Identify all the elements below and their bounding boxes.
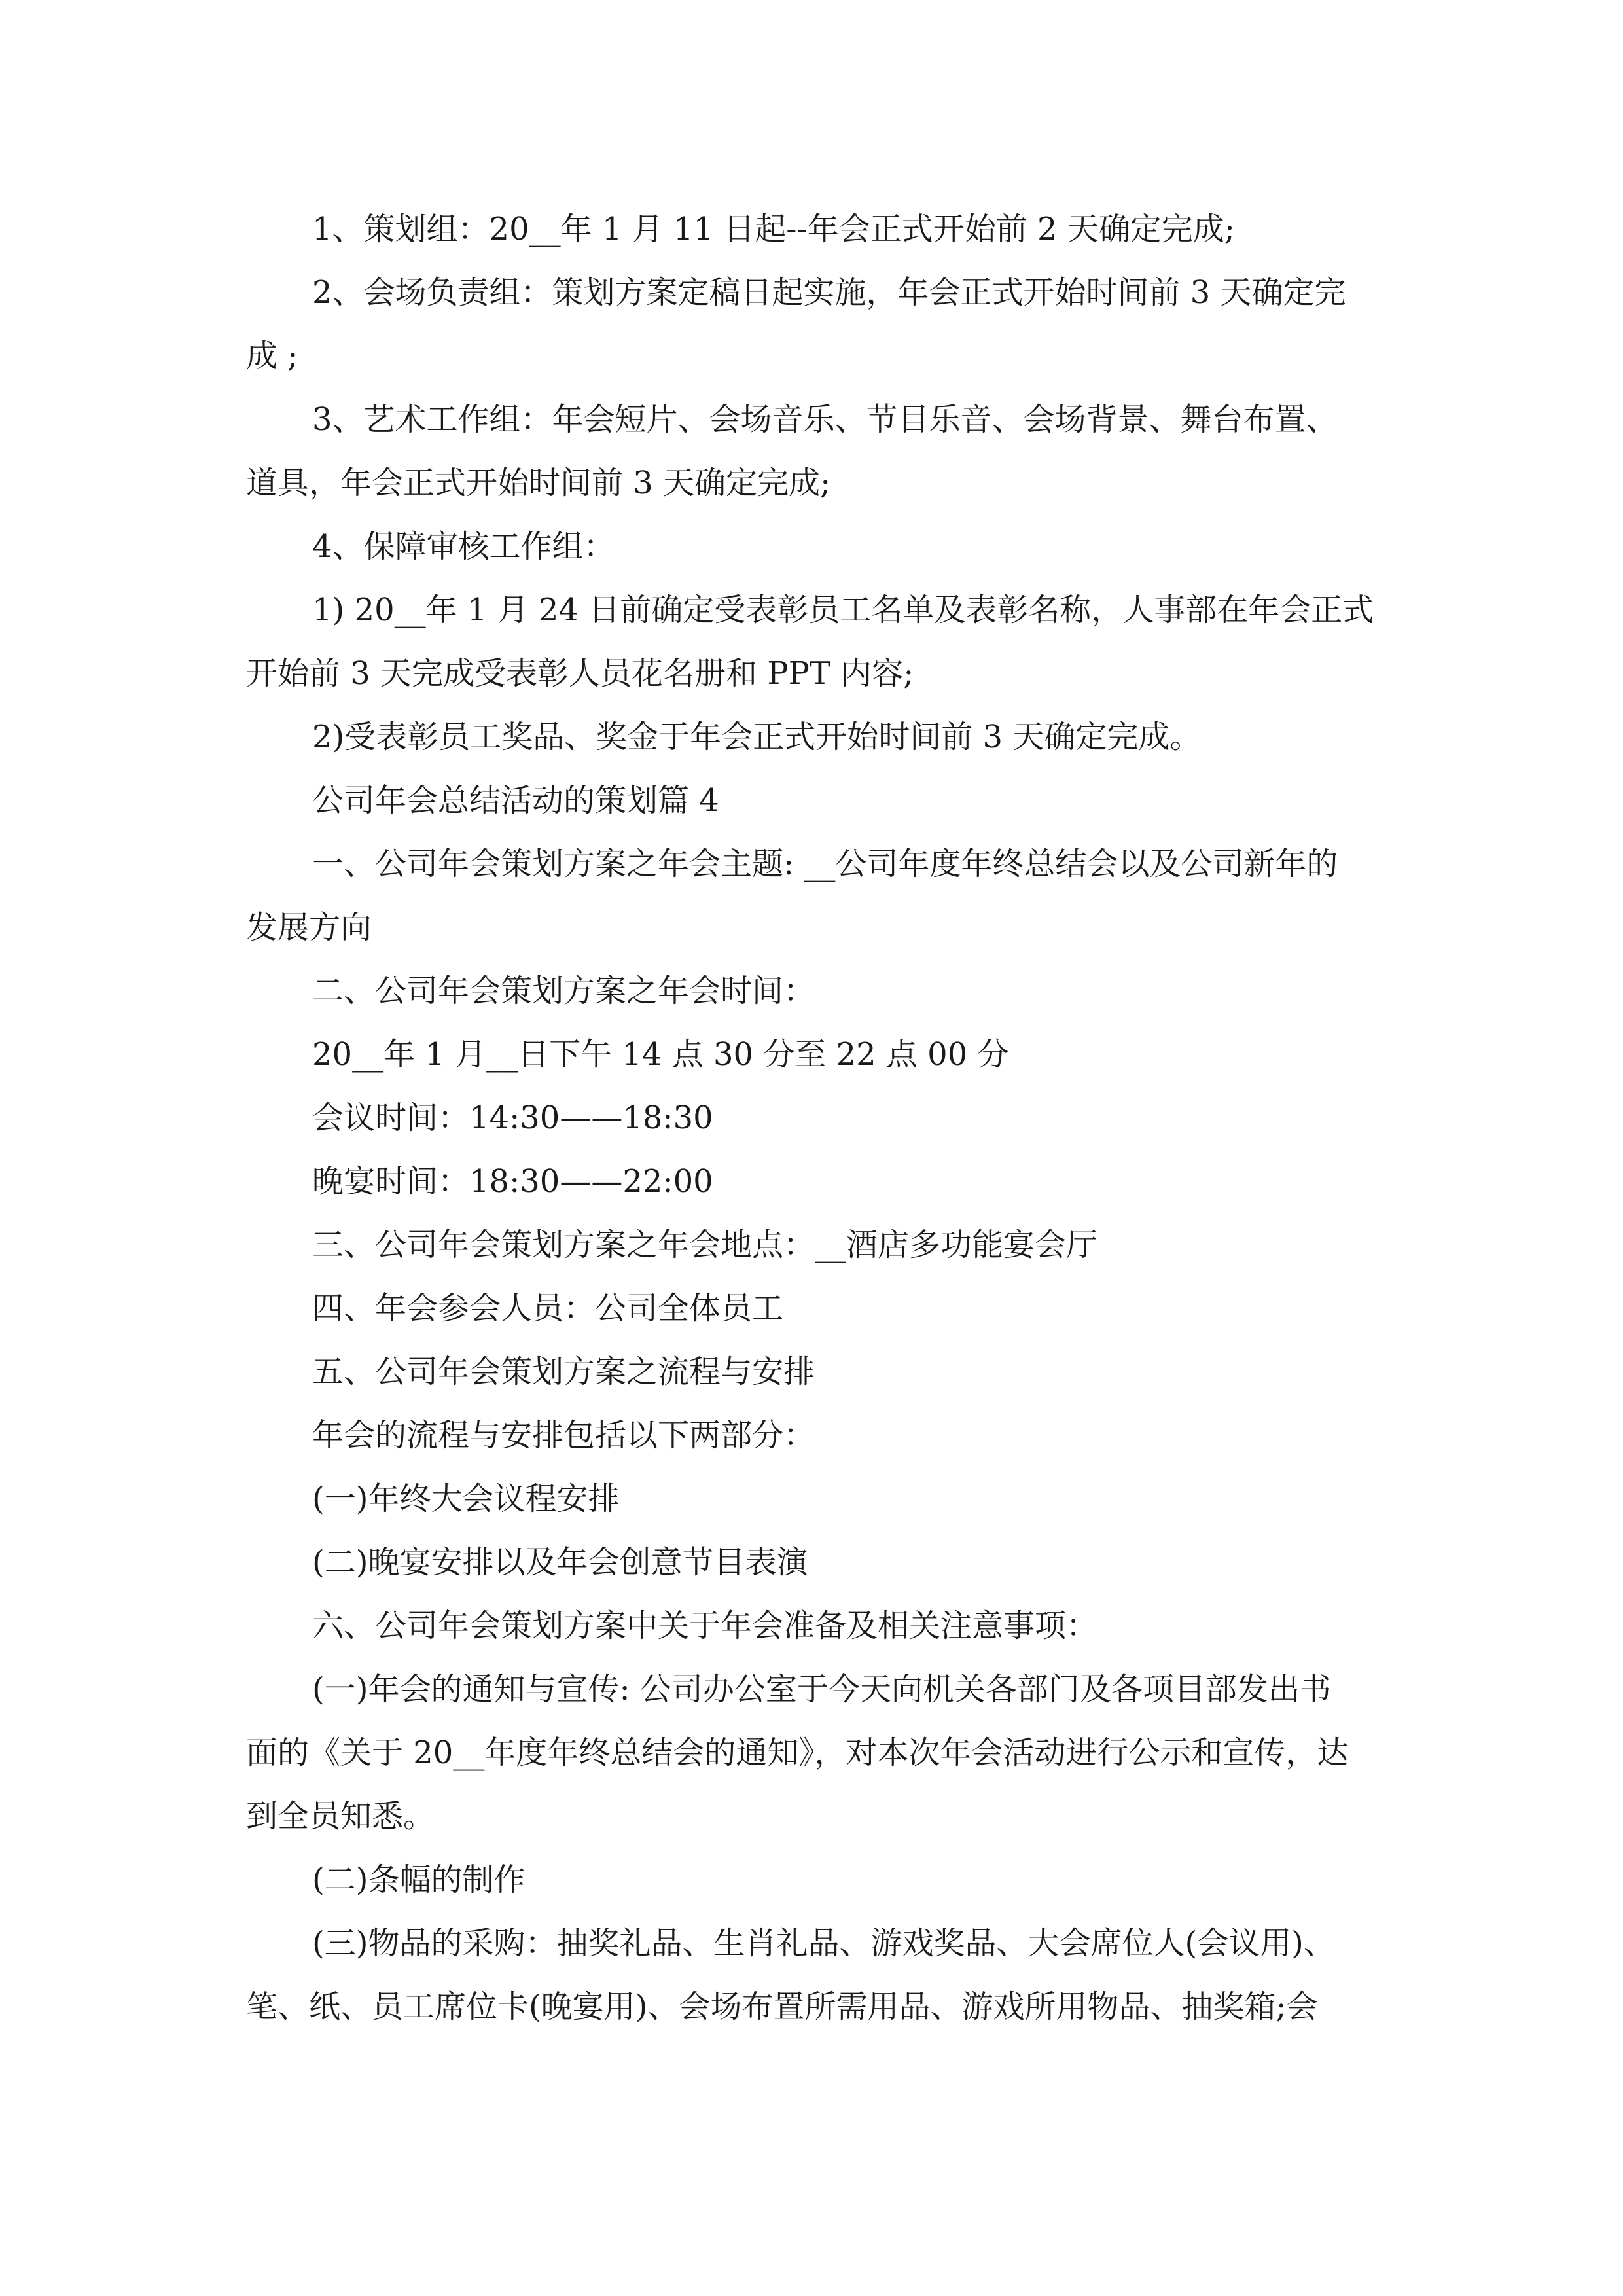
text-line: (二)条幅的制作 [312,1861,526,1898]
text-line: 晚宴时间：18:30——22:00 [312,1163,713,1200]
text-line: (一)年会的通知与宣传: 公司办公室于今天向机关各部门及各项目部发出书 [312,1671,1331,1708]
text-line: 六、公司年会策划方案中关于年会准备及相关注意事项： [312,1607,1098,1644]
text-line: 五、公司年会策划方案之流程与安排 [312,1354,815,1390]
text-line: 1) 20__年 1 月 24 日前确定受表彰员工名单及表彰名称，人事部在年会正式 [312,592,1374,628]
text-line: 会议时间：14:30——18:30 [312,1100,713,1136]
text-line: 4、保障审核工作组： [312,528,615,565]
text-line: 20__年 1 月__日下午 14 点 30 分至 22 点 00 分 [312,1036,1009,1073]
text-line: 四、年会参会人员：公司全体员工 [312,1290,784,1327]
text-line: 2)受表彰员工奖品、奖金于年会正式开始时间前 3 天确定完成。 [312,719,1202,755]
text-line: 成 ; [246,338,298,374]
text-line: 2、会场负责组：策划方案定稿日起实施，年会正式开始时间前 3 天确定完 [312,274,1346,311]
text-line: 道具，年会正式开始时间前 3 天确定完成; [246,465,831,501]
text-line: 开始前 3 天完成受表彰人员花名册和 PPT 内容; [246,655,914,692]
section-heading: 公司年会总结活动的策划篇 4 [312,782,719,819]
text-line: (二)晚宴安排以及年会创意节目表演 [312,1544,808,1581]
text-line: 笔、纸、员工席位卡(晚宴用)、会场布置所需用品、游戏所用物品、抽奖箱;会 [246,1988,1318,2025]
text-line: 一、公司年会策划方案之年会主题: __公司年度年终总结会以及公司新年的 [312,846,1338,882]
text-line: (一)年终大会议程安排 [312,1480,620,1517]
text-line: 三、公司年会策划方案之年会地点：__酒店多功能宴会厅 [312,1227,1098,1263]
text-line: 1、策划组：20__年 1 月 11 日起--年会正式开始前 2 天确定完成; [312,211,1235,247]
text-line: 面的《关于 20__年度年终总结会的通知》，对本次年会活动进行公示和宣传，达 [246,1734,1349,1771]
text-line: 到全员知悉。 [246,1798,435,1835]
text-line: 3、艺术工作组：年会短片、会场音乐、节目乐音、会场背景、舞台布置、 [312,401,1338,438]
text-line: 发展方向 [246,909,372,946]
text-line: (三)物品的采购：抽奖礼品、生肖礼品、游戏奖品、大会席位人(会议用)、 [312,1925,1335,1962]
text-line: 年会的流程与安排包括以下两部分： [312,1417,815,1454]
text-line: 二、公司年会策划方案之年会时间： [312,973,815,1009]
